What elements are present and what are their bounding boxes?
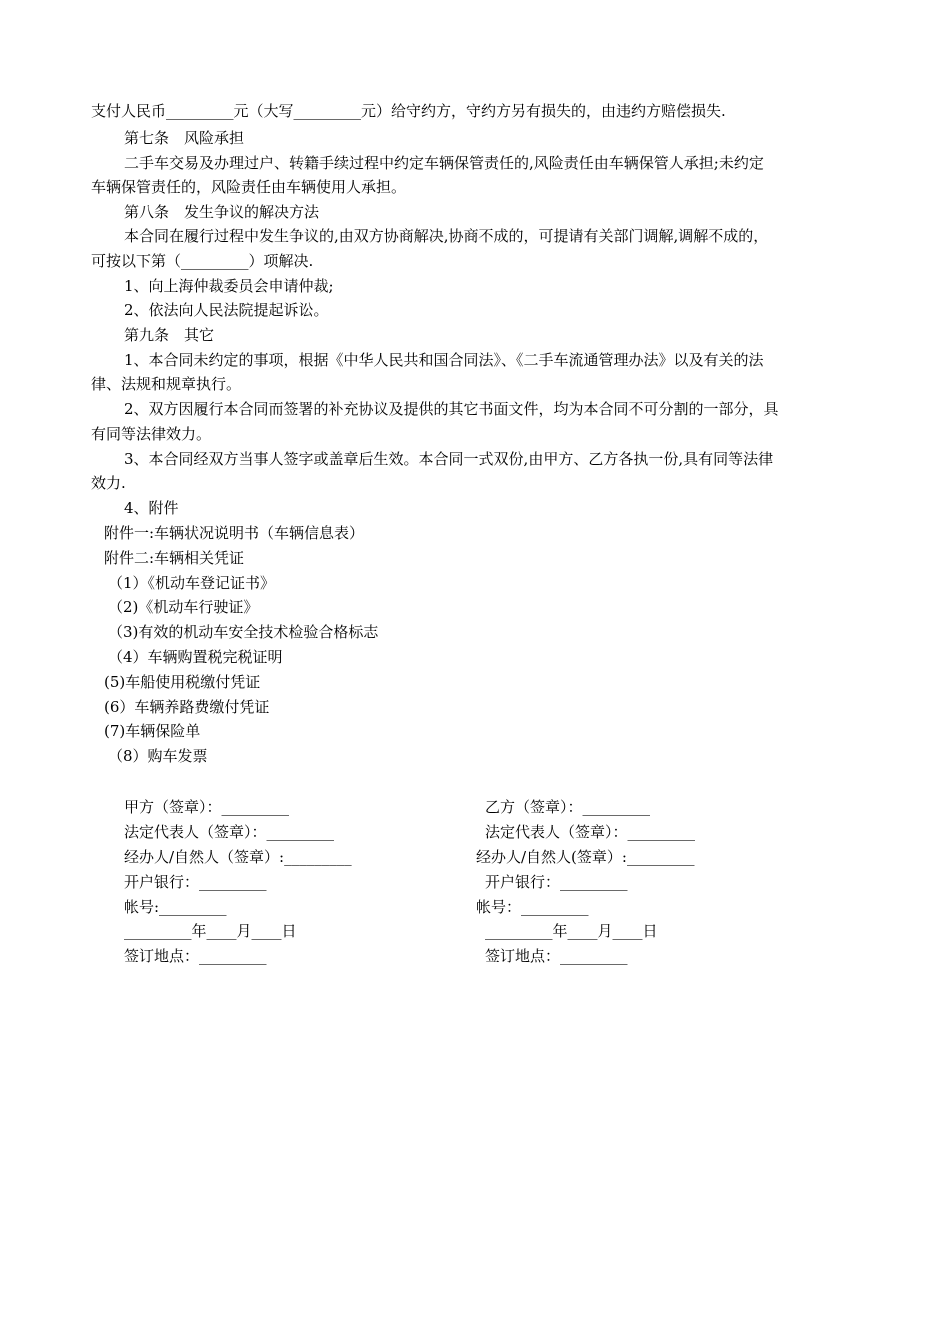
attachment-item: 附件一:车辆状况说明书（车辆信息表） xyxy=(104,524,365,542)
party-a-agent: 经办人/自然人（签章）:_________ xyxy=(124,848,352,866)
paragraph-line: 有同等法律效力。 xyxy=(91,425,212,443)
paragraph-line: 二手车交易及办理过户、转籍手续过程中约定车辆保管责任的,风险责任由车辆保管人承担;未约定 xyxy=(124,154,764,172)
attachment-item: （1）《机动车登记证书》 xyxy=(108,574,276,592)
paragraph-line: 支付人民币_________元（大写_________元）给守约方，守约方另有损失的，由违约方赔偿损失. xyxy=(91,102,726,120)
paragraph-line: 本合同在履行过程中发生争议的,由双方协商解决,协商不成的，可提请有关部门调解,调解不成的， xyxy=(124,227,769,245)
article-seven-heading: 第七条 风险承担 xyxy=(124,129,245,147)
party-b-bank: 开户银行：_________ xyxy=(485,873,628,891)
list-item: 1、向上海仲裁委员会申请仲裁; xyxy=(124,277,334,295)
list-item: 2、依法向人民法院提起诉讼。 xyxy=(124,301,329,319)
party-b-account: 帐号：_________ xyxy=(476,898,589,916)
party-b-legal-representative: 法定代表人（签章）：_________ xyxy=(485,823,696,841)
attachment-item: (7)车辆保险单 xyxy=(104,722,201,740)
party-a-account: 帐号:_________ xyxy=(124,898,227,916)
attachment-item: （4）车辆购置税完税证明 xyxy=(108,648,283,666)
attachment-item: (6）车辆养路费缴付凭证 xyxy=(104,698,270,716)
attachment-item: （3)有效的机动车安全技术检验合格标志 xyxy=(108,623,379,641)
paragraph-line: 可按以下第（_________）项解决. xyxy=(91,252,314,270)
party-a-signature: 甲方（签章）：_________ xyxy=(124,798,290,816)
attachment-item: （2)《机动车行驶证》 xyxy=(108,598,259,616)
attachment-item: 附件二:车辆相关凭证 xyxy=(104,549,245,567)
paragraph-line: 2、双方因履行本合同而签署的补充协议及提供的其它书面文件，均为本合同不可分割的一部分，具 xyxy=(124,400,779,418)
party-b-signature: 乙方（签章）：_________ xyxy=(485,798,651,816)
party-a-bank: 开户银行：_________ xyxy=(124,873,267,891)
paragraph-line: 律、法规和规章执行。 xyxy=(91,375,242,393)
attachment-item: (5)车船使用税缴付凭证 xyxy=(104,673,261,691)
party-a-signing-place: 签订地点：_________ xyxy=(124,947,267,965)
paragraph-line: 1、本合同未约定的事项，根据《中华人民共和国合同法》、《二手车流通管理办法》以及有关的法 xyxy=(124,351,764,369)
party-b-agent: 经办人/自然人(签章）:_________ xyxy=(476,848,695,866)
party-b-signing-place: 签订地点：_________ xyxy=(485,947,628,965)
attachment-item: （8）购车发票 xyxy=(108,747,208,765)
article-eight-heading: 第八条 发生争议的解决方法 xyxy=(124,203,320,221)
party-a-date: _________年____月____日 xyxy=(124,922,297,940)
attachments-heading: 4、附件 xyxy=(124,499,179,517)
paragraph-line: 车辆保管责任的，风险责任由车辆使用人承担。 xyxy=(91,178,407,196)
article-nine-heading: 第九条 其它 xyxy=(124,326,215,344)
paragraph-line: 效力. xyxy=(91,474,126,492)
party-a-legal-representative: 法定代表人（签章）：_________ xyxy=(124,823,335,841)
paragraph-line: 3、本合同经双方当事人签字或盖章后生效。本合同一式双份,由甲方、乙方各执一份,具有同等法律 xyxy=(124,450,774,468)
party-b-date: _________年____月____日 xyxy=(485,922,658,940)
